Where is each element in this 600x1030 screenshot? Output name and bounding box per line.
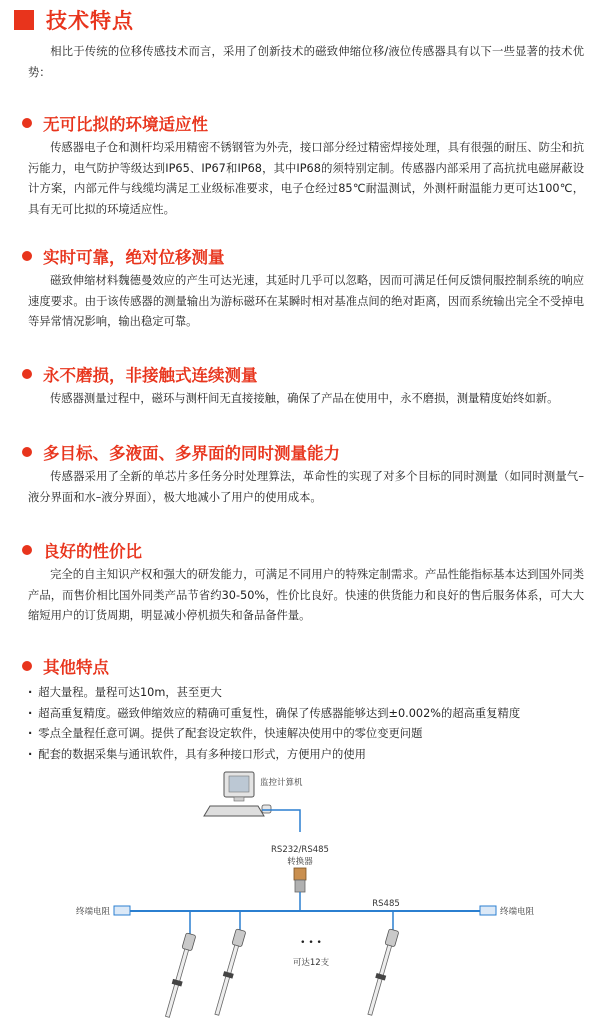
list-item: · 超高重复精度。磁致伸缩效应的精确可重复性，确保了传感器能够达到±0.002%的超高重复精度	[28, 704, 588, 725]
terminator-left-icon	[114, 906, 130, 915]
bullet-dot-icon	[22, 661, 32, 671]
bus-label: RS485	[372, 899, 400, 909]
list-item: · 超大量程。量程可达10m，甚至更大	[28, 683, 588, 704]
bullet-dot-icon	[22, 545, 32, 555]
list-item: · 配套的数据采集与通讯软件，具有多种接口形式，方便用户的使用	[28, 745, 588, 766]
header-square-icon	[14, 10, 34, 30]
section-title: 无可比拟的环境适应性	[43, 115, 208, 134]
section-title: 其他特点	[43, 658, 109, 677]
sensor-probe-icon	[212, 929, 246, 1016]
sensor-probe-icon	[163, 933, 196, 1018]
section-body-environment: 传感器电子仓和测杆均采用精密不锈钢管为外壳，接口部分经过精密焊接处理，具有很强的耐压、防尘和抗污能力，电气防护等级达到IP65、IP67和IP68，其中IP68的须特别定制。传感器内部采用了高抗扰电磁屏蔽设计方案，内部元件与线缆均满足工业级标准要求，电子仓经过85℃耐温测试，外测杆耐温能力更可达100℃，具有无可比拟的环境适应性。	[28, 141, 584, 216]
terminator-right-label: 终端电阻	[500, 907, 535, 917]
section-body-no-wear: 传感器测量过程中，磁环与测杆间无直接接触，确保了产品在使用中，永不磨损，测量精度始终如新。	[50, 392, 559, 405]
page-header	[14, 6, 134, 34]
section-title: 实时可靠，绝对位移测量	[43, 248, 225, 267]
bullet-dot-icon	[22, 369, 32, 379]
section-heading-no-wear	[22, 362, 258, 386]
bullet-dot-icon	[22, 447, 32, 457]
network-diagram	[0, 760, 600, 1025]
section-heading-multi-target	[22, 440, 340, 464]
feature-list	[28, 683, 588, 765]
bullet-dot-icon	[22, 118, 32, 128]
sensor-count-label: 可达12支	[292, 958, 330, 968]
section-heading-cost-performance	[22, 538, 142, 562]
section-heading-environment	[22, 111, 208, 135]
page-title: 技术特点	[46, 9, 134, 33]
section-title: 多目标、多液面、多界面的同时测量能力	[43, 444, 340, 463]
computer-label: 监控计算机	[260, 778, 303, 788]
bullet-dot-icon	[22, 251, 32, 261]
section-body-cost-performance: 完全的自主知识产权和强大的研发能力，可满足不同用户的特殊定制需求。产品性能指标基本达到国外同类产品，而售价相比国外同类产品节省约30-50%，性价比良好。快速的供货能力和良好的售后服务体系，可大大缩短用户的订货周期，明显减小停机损失和备品备件量。	[28, 568, 584, 622]
sensor-probe-icon	[365, 929, 399, 1016]
converter-label-line2: 转换器	[287, 857, 313, 867]
intro-paragraph: 相比于传统的位移传感技术而言，采用了创新技术的磁致伸缩位移/液位传感器具有以下一些显著的技术优势：	[28, 45, 584, 79]
ellipsis: • • •	[300, 938, 322, 948]
section-heading-other	[22, 654, 109, 678]
converter-label-line1: RS232/RS485	[271, 845, 329, 855]
section-heading-realtime	[22, 244, 225, 268]
terminator-right-icon	[480, 906, 496, 915]
converter-icon	[294, 868, 306, 892]
list-item: · 零点全量程任意可调。提供了配套设定软件，快速解决使用中的零位变更问题	[28, 724, 588, 745]
section-title: 永不磨损，非接触式连续测量	[43, 366, 258, 385]
terminator-left-label: 终端电阻	[75, 907, 110, 917]
section-body-multi-target: 传感器采用了全新的单芯片多任务分时处理算法，革命性的实现了对多个目标的同时测量（如同时测量气–液分界面和水–液分界面），极大地减小了用户的使用成本。	[28, 470, 584, 504]
section-title: 良好的性价比	[43, 542, 142, 561]
section-body-realtime: 磁致伸缩材料魏德曼效应的产生可达光速，其延时几乎可以忽略，因而可满足任何反馈伺服控制系统的响应速度要求。由于该传感器的测量输出为游标磁环在某瞬时相对基准点间的绝对距离，因而系统输出完全不受掉电等异常情况影响，输出稳定可靠。	[28, 274, 584, 328]
